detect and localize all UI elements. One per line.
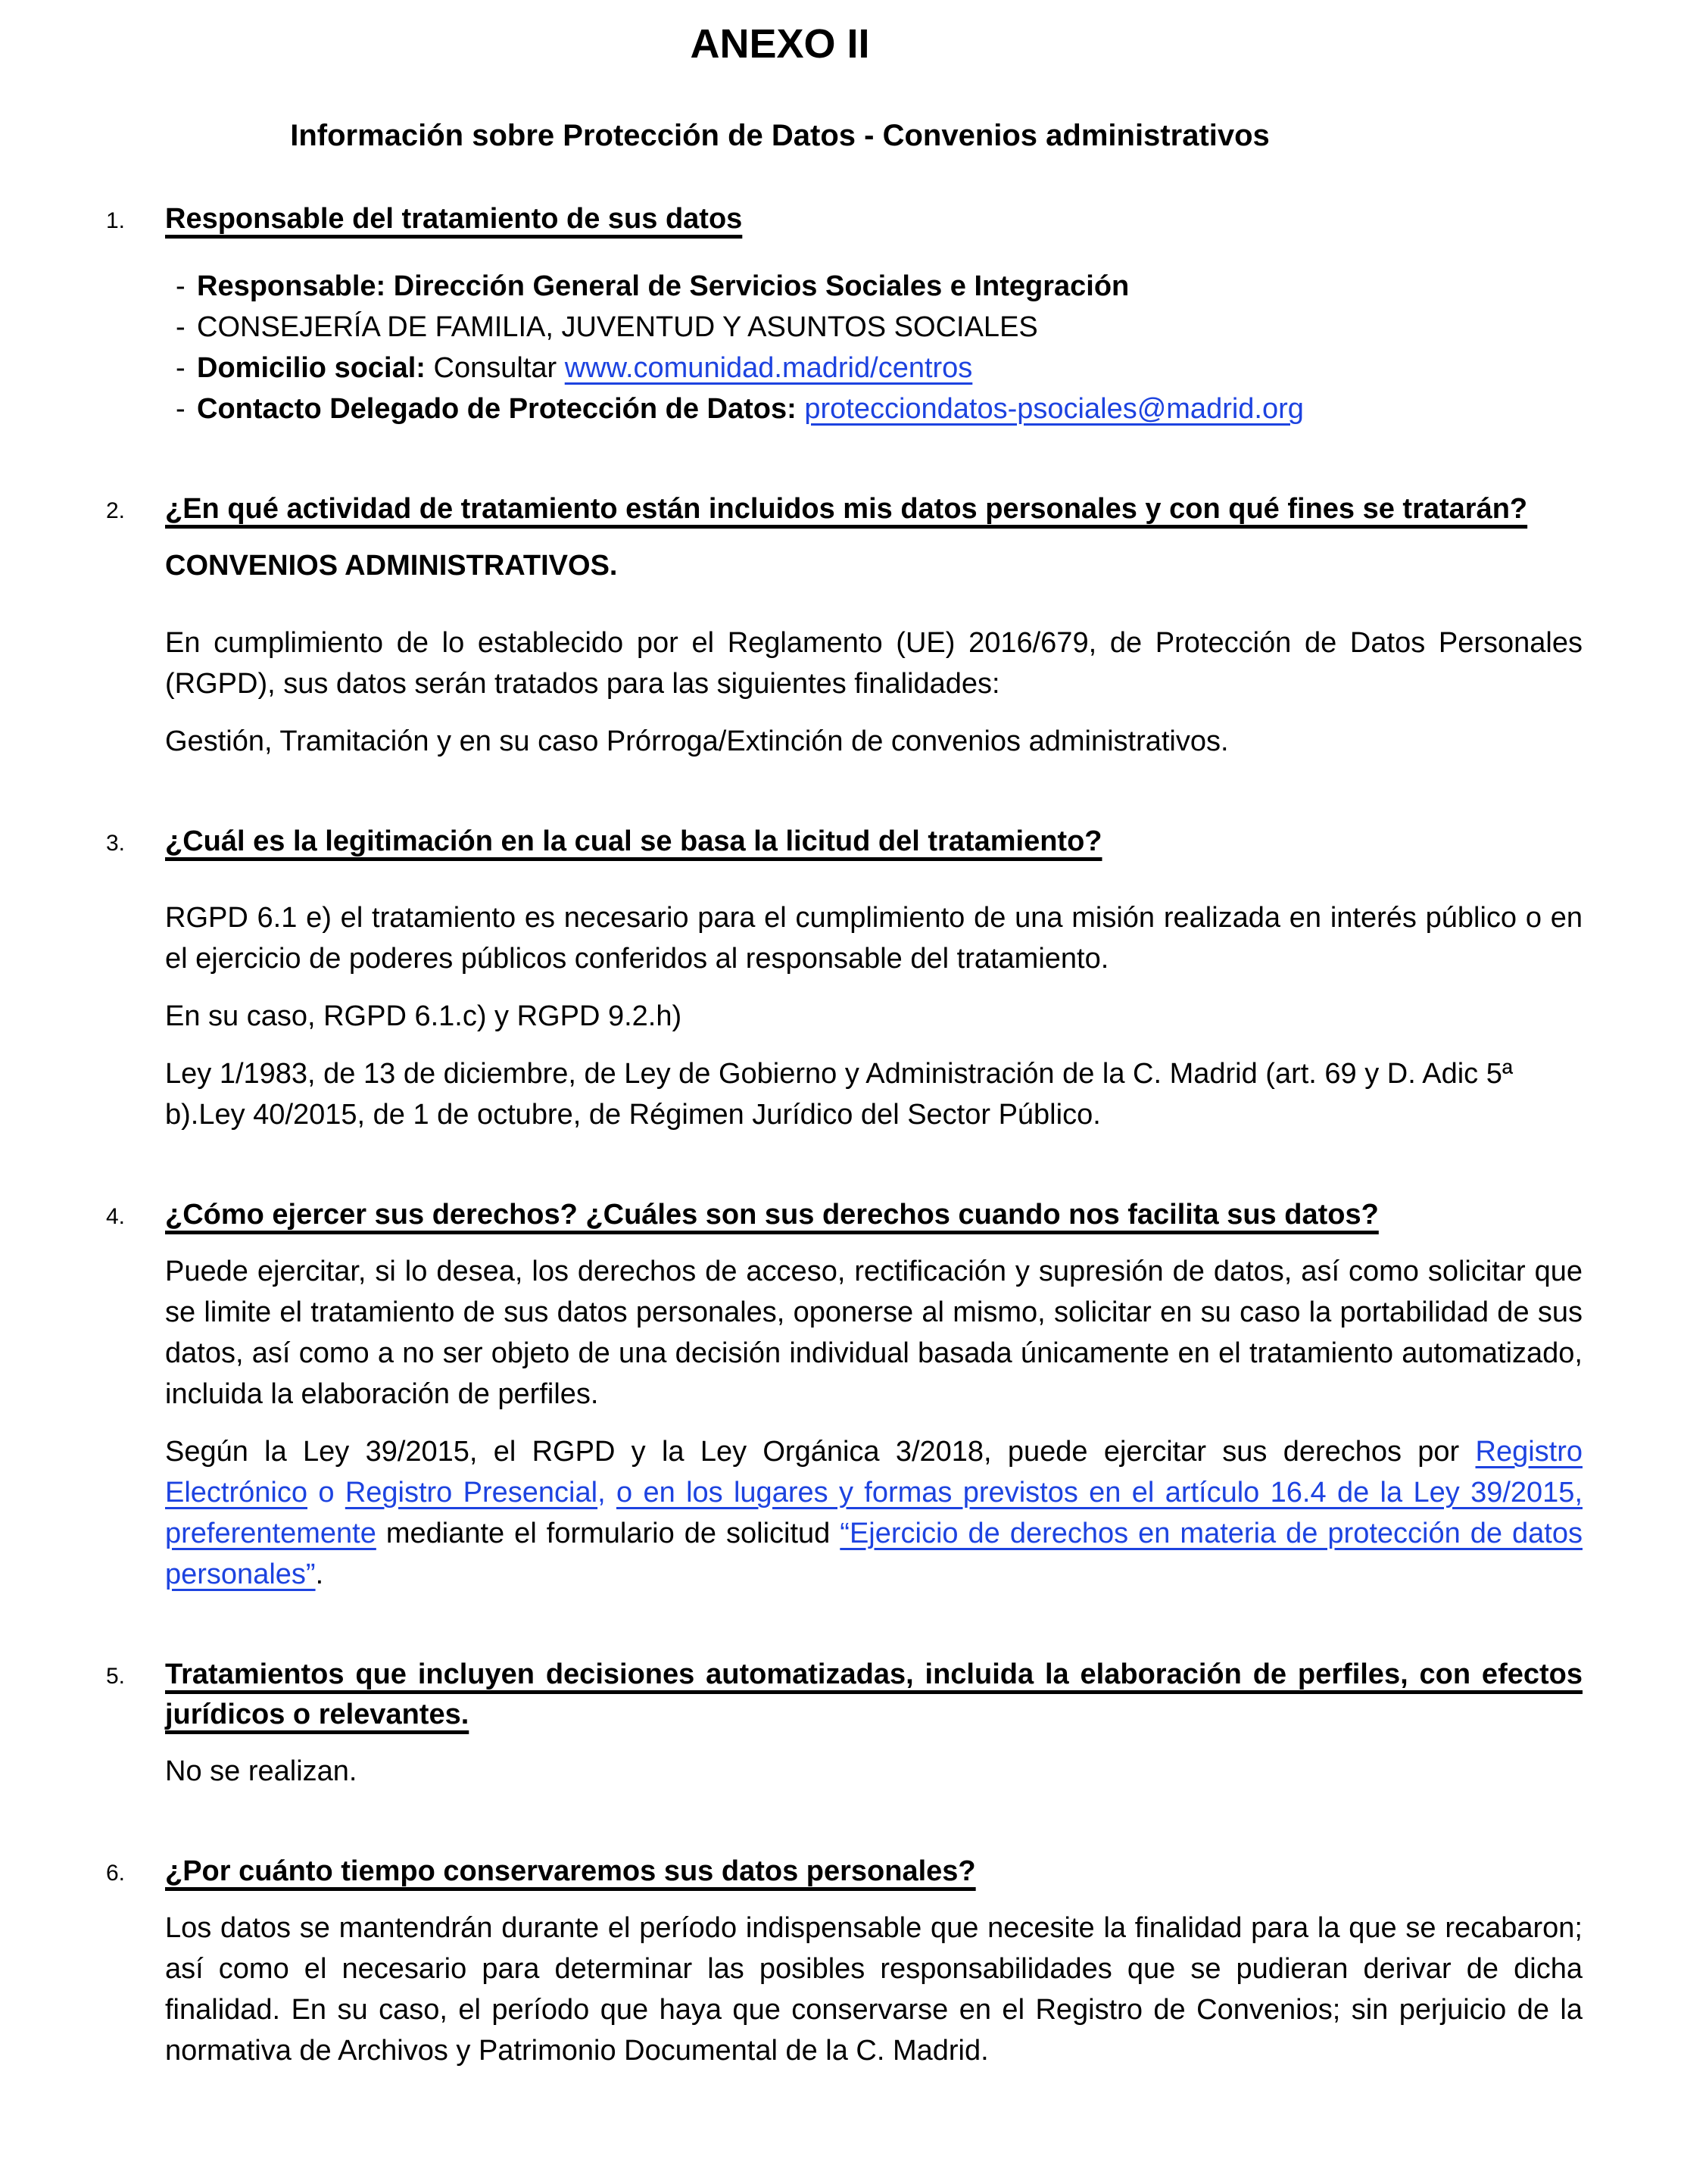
paragraph xyxy=(165,1752,1583,1792)
bullet-text xyxy=(197,389,1583,430)
text-run: RGPD 6.1 e) el tratamiento es necesario para el cumplimiento de una misión realizada en interés público o en el ejercicio de poderes públicos conferidos al responsable del tratamiento. xyxy=(165,901,1583,975)
paragraph xyxy=(165,722,1583,763)
link-email-protecciondatos[interactable]: protecciondatos-psociales@madrid.org xyxy=(804,392,1304,425)
section-heading: Responsable del tratamiento de sus datos xyxy=(165,202,743,235)
link-comunidad-madrid-centros[interactable]: www.comunidad.madrid/centros xyxy=(564,351,973,384)
text-run: En su caso, RGPD 6.1.c) y RGPD 9.2.h) xyxy=(165,1000,682,1032)
section-number: 2. xyxy=(106,498,126,523)
text-run: , xyxy=(597,1476,616,1509)
section-heading: ¿Cómo ejercer sus derechos? ¿Cuáles son sus derechos cuando nos facilita sus datos? xyxy=(165,1198,1379,1231)
text-run: Ley 1/1983, de 13 de diciembre, de Ley de Gobierno y Administración de la C. Madrid (art. 69 y D. Adic 5ª b).Ley 40/2015, de 1 de octubre, de Régimen Jurídico del Sector Público. xyxy=(165,1057,1513,1131)
paragraph xyxy=(165,1432,1583,1596)
bullet-dash: - xyxy=(176,270,186,302)
bullet-dash: - xyxy=(176,351,186,384)
document-title: ANEXO II xyxy=(690,21,870,67)
text-run: Gestión, Tramitación y en su caso Prórroga/Extinción de convenios administrativos. xyxy=(165,725,1229,757)
text-run: Según la Ley 39/2015, el RGPD y la Ley Orgánica 3/2018, puede ejercitar sus derechos por xyxy=(165,1435,1476,1468)
paragraph xyxy=(165,546,1583,587)
document-subtitle: Información sobre Protección de Datos - Convenios administrativos xyxy=(290,118,1270,152)
section-body xyxy=(165,1852,1583,2072)
text-run: mediante el formulario de solicitud xyxy=(376,1517,840,1549)
paragraph xyxy=(165,997,1583,1037)
section-heading: Tratamientos que incluyen decisiones automatizadas, incluida la elaboración de perfiles, con efectos jurídicos o relevantes. xyxy=(165,1658,1583,1730)
bold-text-run: Responsable: Dirección General de Servicios Sociales e Integración xyxy=(197,270,1130,302)
list-item xyxy=(165,307,1583,348)
text-run: Los datos se mantendrán durante el período indispensable que necesite la finalidad para la que se recabaron; así como el necesario para determinar las posibles responsabilidades que se pudieran derivar de dicha finalidad. En su caso, el período que haya que conservarse en el Registro de Convenios; sin perjuicio de la normativa de Archivos y Patrimonio Documental de la C. Madrid. xyxy=(165,1912,1583,2067)
bullet-text xyxy=(197,307,1583,348)
list-item xyxy=(165,267,1583,307)
bullet-text xyxy=(197,348,1583,389)
section-6 xyxy=(106,1852,1583,2072)
text-run: CONSEJERÍA DE FAMILIA, JUVENTUD Y ASUNTOS SOCIALES xyxy=(197,310,1038,343)
text-run: Puede ejercitar, si lo desea, los derechos de acceso, rectificación y supresión de datos, así como solicitar que se limite el tratamiento de sus datos personales, oponerse al mismo, solicitar en su caso la portabilidad de sus datos, así como a no ser objeto de una decisión individual basada únicamente en el tratamiento automatizado, incluida la elaboración de perfiles. xyxy=(165,1255,1583,1410)
section-heading: ¿Por cuánto tiempo conservaremos sus datos personales? xyxy=(165,1855,976,1887)
section-body xyxy=(165,489,1583,763)
section-1 xyxy=(106,199,1583,430)
bullet-dash: - xyxy=(176,392,186,425)
section-number: 6. xyxy=(106,1860,126,1886)
section-2 xyxy=(106,489,1583,763)
link-registro-presencial[interactable]: Registro Presencial xyxy=(345,1476,598,1509)
section-body xyxy=(165,1655,1583,1792)
section-number: 4. xyxy=(106,1203,126,1229)
text-run: o xyxy=(307,1476,345,1509)
paragraph xyxy=(165,623,1583,705)
section-number: 1. xyxy=(106,207,126,233)
section-body xyxy=(165,199,1583,430)
paragraph xyxy=(165,1252,1583,1415)
paragraph xyxy=(165,1908,1583,2072)
bold-text-run: Contacto Delegado de Protección de Datos: xyxy=(197,392,805,425)
text-run: En cumplimiento de lo establecido por el Reglamento (UE) 2016/679, de Protección de Datos Personales (RGPD), sus datos serán tratados para las siguientes finalidades: xyxy=(165,626,1583,700)
text-run: No se realizan. xyxy=(165,1755,357,1787)
link-registro-electronico[interactable]: Registro Electrónico xyxy=(165,1435,1583,1509)
section-number: 3. xyxy=(106,830,126,856)
section-4 xyxy=(106,1195,1583,1596)
list-item xyxy=(165,348,1583,389)
section-heading: ¿En qué actividad de tratamiento están incluidos mis datos personales y con qué fines se tratarán? xyxy=(165,492,1528,525)
text-run: Consultar xyxy=(433,351,565,384)
link-articulo-16-4-ley-39-2015[interactable]: o en los lugares y formas previstos en el artículo 16.4 de la Ley 39/2015, preferentemente xyxy=(165,1476,1583,1549)
sections-container xyxy=(106,199,1583,2072)
bold-text-run: CONVENIOS ADMINISTRATIVOS. xyxy=(165,549,618,582)
text-run: . xyxy=(315,1558,324,1590)
section-number: 5. xyxy=(106,1663,126,1689)
bullet-text xyxy=(197,267,1583,307)
section-heading: ¿Cuál es la legitimación en la cual se basa la licitud del tratamiento? xyxy=(165,825,1102,857)
section-5 xyxy=(106,1655,1583,1792)
link-ejercicio-de-derechos[interactable]: “Ejercicio de derechos en materia de protección de datos personales” xyxy=(165,1517,1583,1590)
paragraph xyxy=(165,1054,1583,1136)
section-3 xyxy=(106,822,1583,1136)
bold-text-run: Domicilio social: xyxy=(197,351,434,384)
section-body xyxy=(165,822,1583,1136)
bullet-dash: - xyxy=(176,310,186,343)
section-body xyxy=(165,1195,1583,1596)
paragraph xyxy=(165,898,1583,980)
list-item xyxy=(165,389,1583,430)
bullet-list xyxy=(165,267,1583,430)
